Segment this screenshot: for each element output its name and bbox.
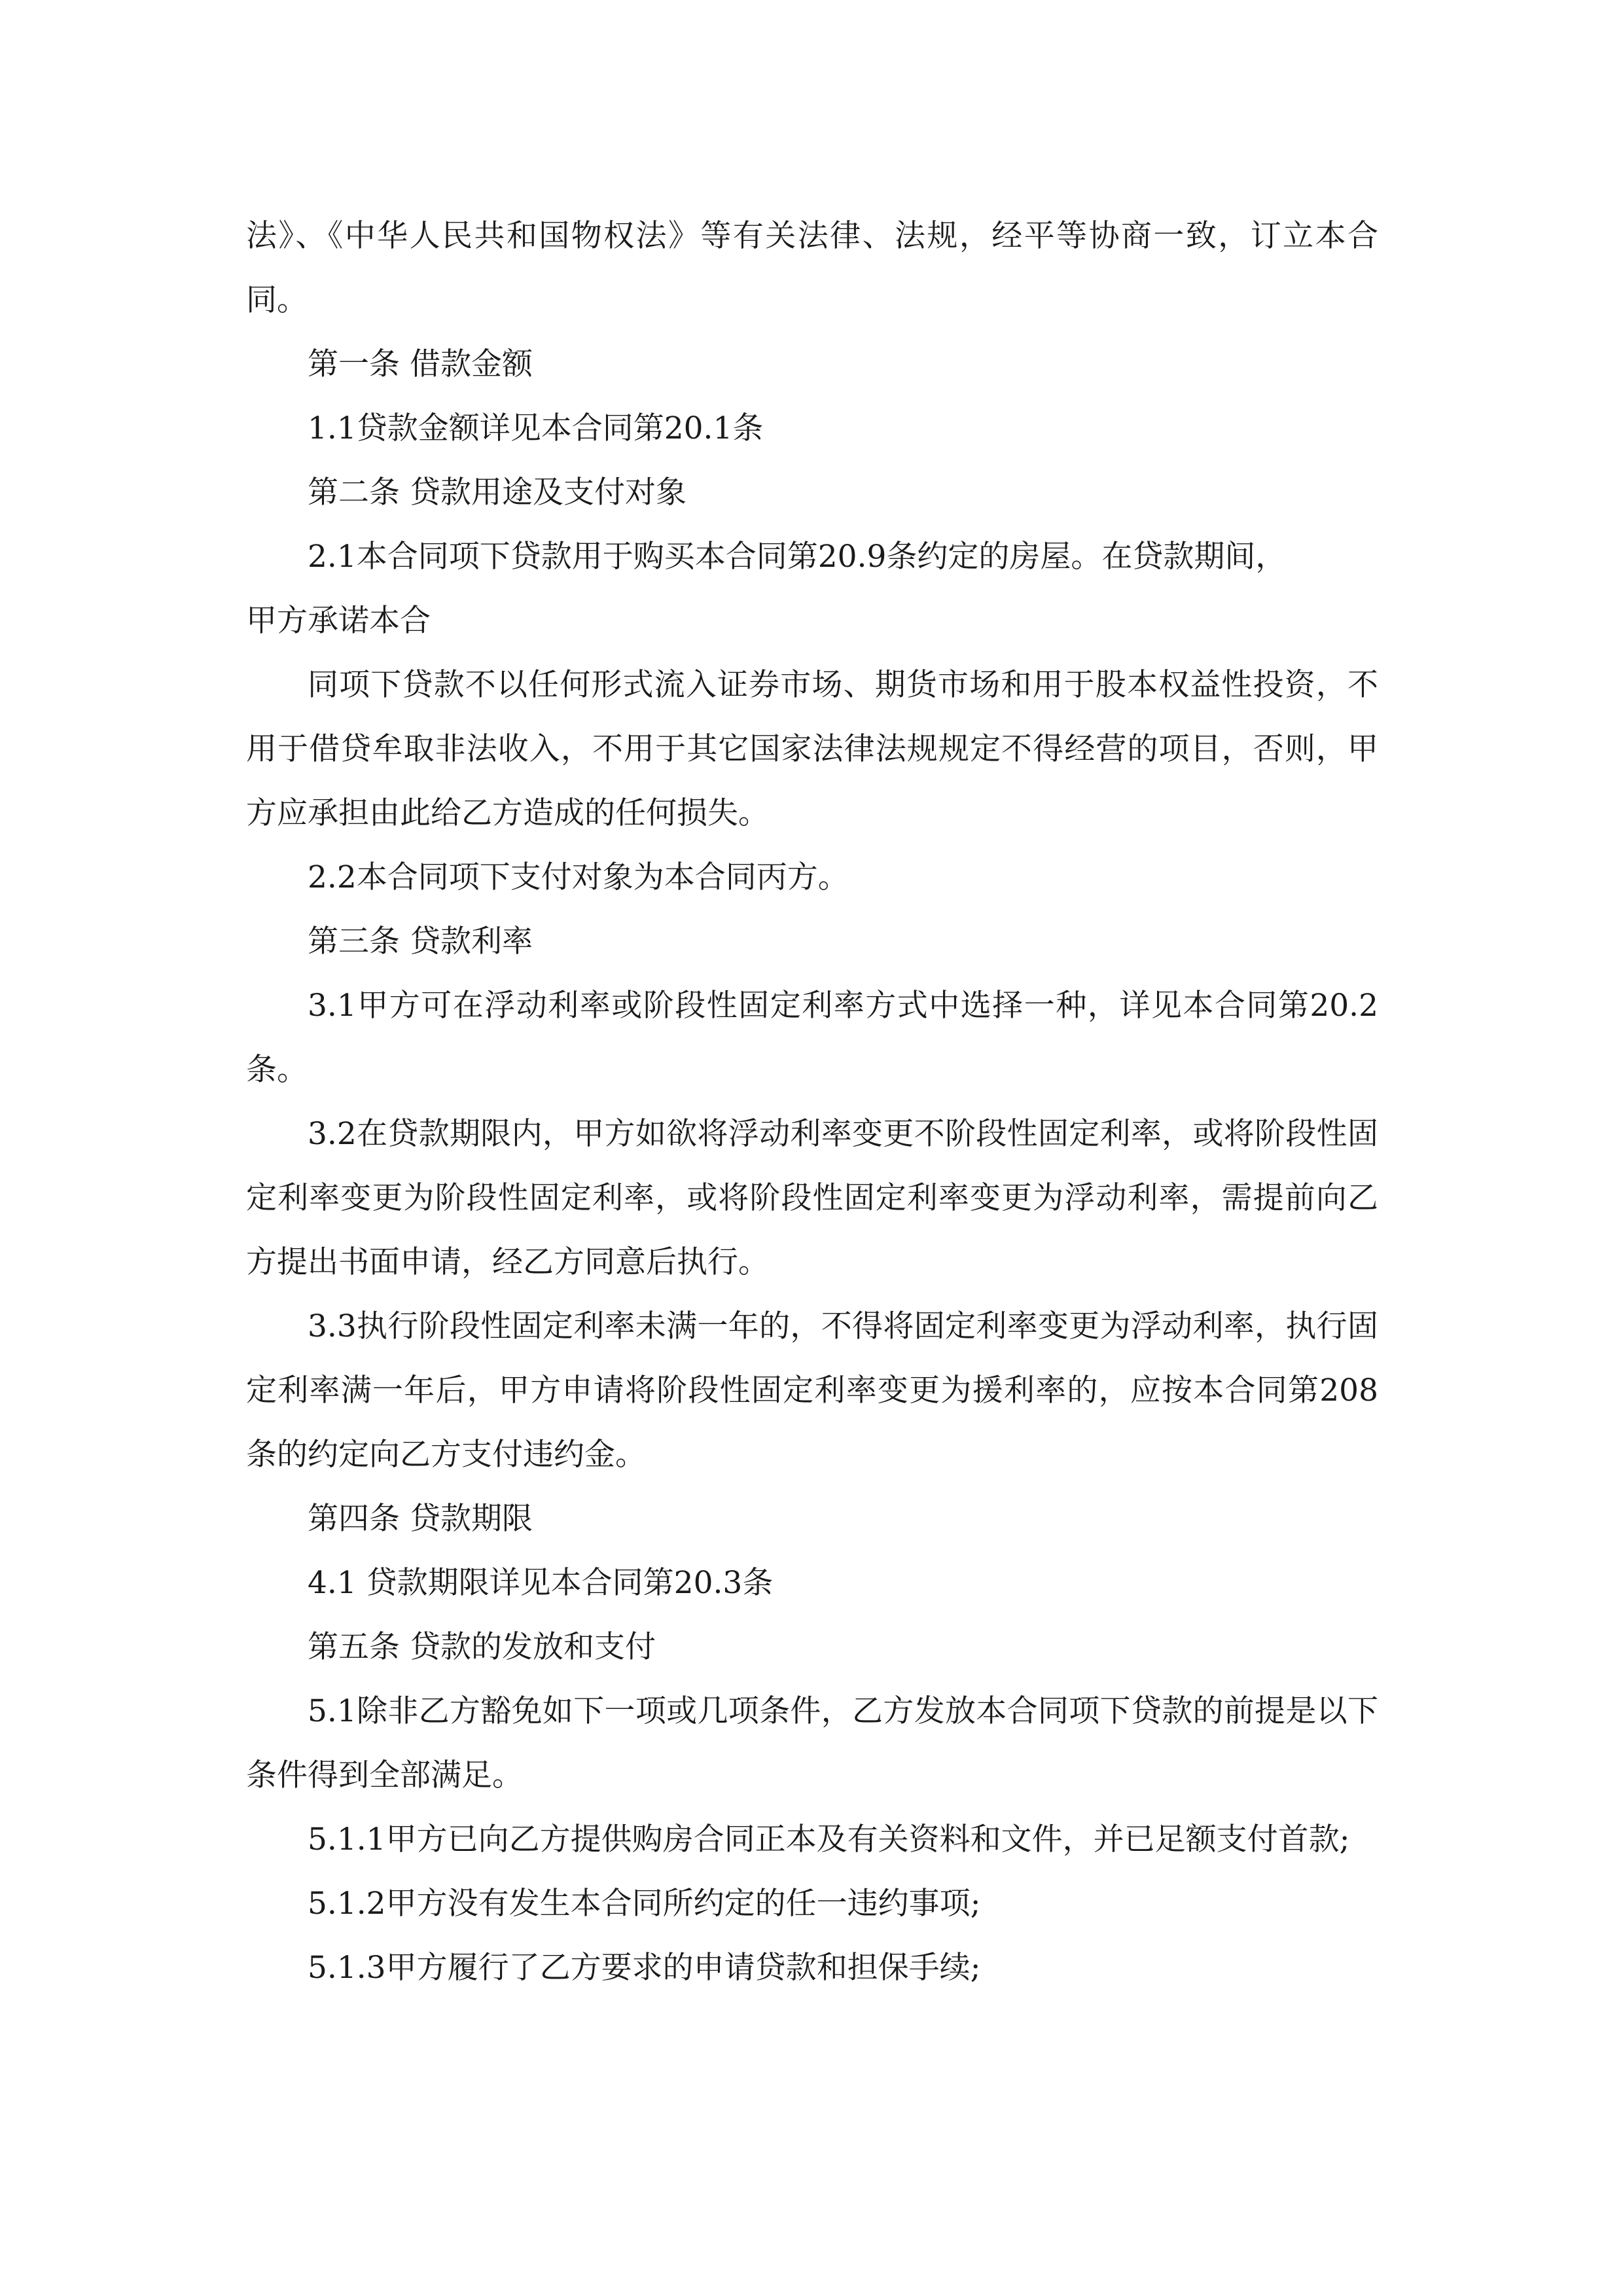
document-paragraph: 第三条 贷款利率 [308, 924, 533, 960]
document-paragraph: 5.1除非乙方豁免如下一项或几项条件，乙方发放本合同项下贷款的前提是以下条件得到全部满足。 [246, 1693, 1378, 1793]
document-paragraph: 5.1.1甲方已向乙方提供购房合同正本及有关资料和文件，并已足额支付首款; [308, 1821, 1350, 1857]
document-paragraph: 第一条 借款金额 [308, 346, 533, 382]
document-paragraph: 2.2本合同项下支付对象为本合同丙方。 [308, 859, 849, 895]
document-paragraph: 同项下贷款不以任何形式流入证券市场、期货市场和用于股本权益性投资，不用于借贷牟取非法收入，不用于其它国家法律法规规定不得经营的项目，否则，甲方应承担由此给乙方造成的任何损失。 [246, 667, 1378, 831]
document-body [246, 204, 1378, 2000]
document-paragraph: 3.1甲方可在浮动利率或阶段性固定利率方式中选择一种，详见本合同第20.2条。 [246, 988, 1378, 1088]
document-paragraph: 第五条 贷款的发放和支付 [308, 1629, 656, 1665]
document-paragraph: 2.1本合同项下贷款用于购买本合同第20.9条约定的房屋。在贷款期间， [308, 539, 1287, 575]
document-paragraph: 法》、《中华人民共和国物权法》等有关法律、法规，经平等协商一致，订立本合同。 [246, 218, 1378, 318]
document-paragraph: 甲方承诺本合 [246, 603, 431, 639]
document-paragraph: 第二条 贷款用途及支付对象 [308, 475, 687, 511]
document-paragraph: 4.1 贷款期限详见本合同第20.3条 [308, 1565, 774, 1601]
document-paragraph: 5.1.2甲方没有发生本合同所约定的任一违约事项; [308, 1886, 981, 1922]
document-paragraph: 第四条 贷款期限 [308, 1501, 533, 1537]
document-paragraph: 3.3执行阶段性固定利率未满一年的，不得将固定利率变更为浮动利率，执行固定利率满一年后，甲方申请将阶段性固定利率变更为援利率的，应按本合同第208条的约定向乙方支付违约金。 [246, 1308, 1378, 1473]
document-paragraph: 3.2在贷款期限内，甲方如欲将浮动利率变更不阶段性固定利率，或将阶段性固定利率变更为阶段性固定利率，或将阶段性固定利率变更为浮动利率，需提前向乙方提出书面申请，经乙方同意后执行。 [246, 1116, 1378, 1280]
document-paragraph: 5.1.3甲方履行了乙方要求的申请贷款和担保手续; [308, 1950, 981, 1986]
document-paragraph: 1.1贷款金额详见本合同第20.1条 [308, 410, 764, 446]
